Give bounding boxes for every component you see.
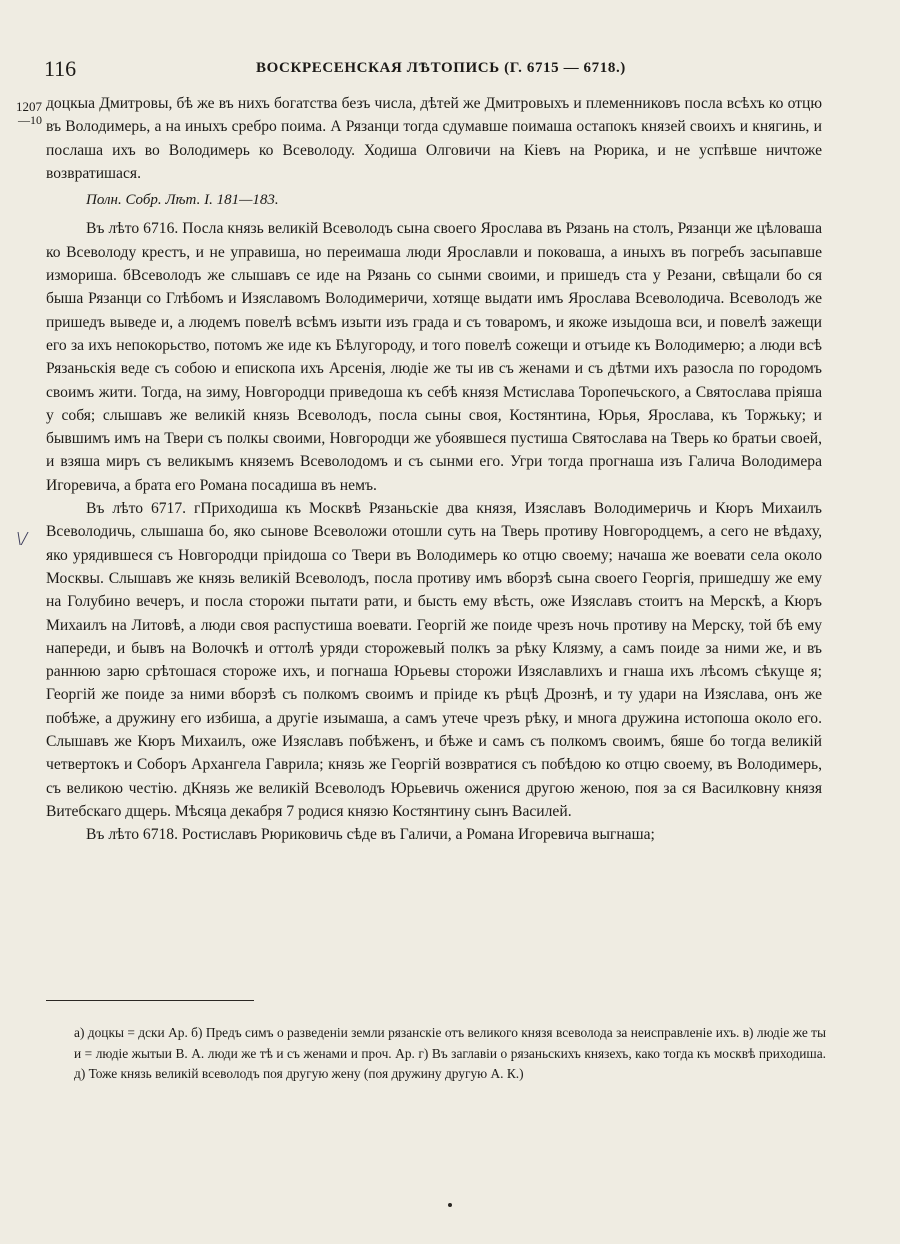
footnote-divider: [46, 1000, 254, 1001]
paragraph-6718: Въ лѣто 6718. Ростиславъ Рюриковичь сѣде въ Галичи, а Романа Игоревича выгнаша;: [86, 826, 655, 844]
page-mark-dot: [448, 1203, 452, 1207]
margin-handwritten-mark: \/: [16, 528, 28, 550]
margin-number: —10: [18, 113, 42, 127]
chronicle-text: [46, 92, 822, 847]
margin-year: 1207: [16, 99, 42, 114]
paragraph-6716: Въ лѣто 6716. Посла князь великій Всеволодъ сына своего Ярослава въ Рязань на столъ, Рязанци же цѣловаша ко Всеволоду крестъ, и не управиша, но переимаша люди Ярославли и поковаша, а иныхъ въ погребъ засыпавше изморишa. бВсеволодъ же слышавъ се иде на Рязань со сынми своими, и пришедъ ста у Резани, свѣщали бо ся быша Рязанци со Глѣбомъ и Изяславомъ Володимеричи, хотяще выдати имъ Ярослава Всеволодича. Всеволодъ же пришедъ выведе и, а людемъ повелѣ всѣмъ изыти изъ града и съ товаромъ, и якоже изыдоша вси, и повелѣ зажещи его за ихъ непокорьство, потомъ же иде къ Бѣлугороду, и того повелѣ сожещи и отъиде къ Володимерю; а люди всѣ Рязаньскія веде съ собою и епископа ихъ Арсенія, людіе же ты ив съ женами и съ дѣтми ихъ разосла по городомъ своимъ жити. Тогда, на зиму, Новгородци приведоша къ себѣ князя Мстислава Торопечьского, а Святослава пріяша у собя; слышавъ же великій князь Всеволодъ, посла сыны своя, Костянтина, Юрья, Ярослава, къ Торжьку; и бывшимъ имъ на Твери съ полкы своими, Новгородци же убоявшеся пустиша Святослава на Тверь ко братьи своей, и взяша миръ съ великымъ княземъ Всеволодомъ и съ сынми его. Угри тогда прогнаша изъ Галича Володимера Игоревича, а брата его Романа посадиша въ немъ.: [46, 220, 822, 494]
paragraph-6717: Въ лѣто 6717. гПриходиша къ Москвѣ Рязаньскіе два князя, Изяславъ Володимеричь и Кюръ Михаилъ Всеволодичь, слышаша бо, яко сынове Всеволожи отошли суть на Тверь противу Новгородцемъ, а сего не вѣдаху, яко урядившеся съ Новгородци пріидоша со Твери въ Володимерь ко отцю своему; начаша же воевати села около Москвы. Слышавъ же князь великій Всеволодъ, посла противу имъ вборзѣ сына своего Георгія, пришедшу же ему на Голубино вечеръ, и посла сторожи пытати рати, и бысть ему вѣсть, оже Изяславъ стоитъ на Мерскѣ, а Кюръ Михаилъ на Литовѣ, а люди своя распустиша воевати. Георгій же поиде чрезъ ночь противу на Мерску, той бѣ ему напереди, и бывъ на Волочкѣ и оттолѣ уряди сторожевый полкъ за рѣку Клязму, а самъ поиде за ними же, и въ раннюю зарю срѣтошася стороже ихъ, и погнаша Юрьевы сторожи Изяславлихъ и гнаша ихъ лѣсомъ сѣкуще я; Георгій же поиде за ними вборзѣ съ полкомъ своимъ и пріиде къ рѣцѣ Дрознѣ, и ту удари на Изяслава, онъ же побѣже, а дружину его избиша, а другіе изымаша, а самъ утече чрезъ рѣку, и многа дружина истопоша около его. Слышавъ же Кюръ Михаилъ, оже Изяславъ побѣженъ, и бѣже и самъ съ полкомъ своимъ, бяше бо тогда великій четвертокъ и Соборъ Архангела Гаврила; князь же Георгій возвратися съ побѣдою ко отцю своему, въ Володимерь, съ великою честію. дКнязь же великій Всеволодъ Юрьевичь оженися другою женою, поя за ся Василковну князя Витебскаго дщерь. Мѣсяца декабря 7 родися князю Костянтину сынъ Василей.: [46, 500, 822, 820]
paragraph-continuation: доцкыа Дмитровы, бѣ же въ нихъ богатства безъ числа, дѣтей же Дмитровыхъ и племенниковъ посла всѣхъ ко отцю въ Володимерь, а на иныхъ сребро поима. А Рязанци тогда сдумавше поимаша остапокъ князей своихъ и княгинь, и послаша ихъ во Володимерь ко Всеволоду. Ходиша Олговичи на Кіевъ на Рюрика, и не успѣвше ничтоже возвратишася.: [46, 95, 822, 182]
footnotes: [46, 1023, 826, 1085]
source-reference: Полн. Собр. Лѣт. I. 181—183.: [86, 192, 279, 209]
page-header: [44, 56, 854, 86]
running-title: ВОСКРЕСЕНСКАЯ ЛѢТОПИСЬ (Г. 6715 — 6718.): [256, 60, 626, 76]
footnote-text: а) доцкы = дски Ар. б) Предъ симъ о разведеніи земли рязанскіе отъ великого князя всеволода за неисправленіе ихъ. в) людіе же ты и = людіе жытыи В. А. люди же тѣ и съ женами и проч. Ар. г) Въ заглавіи о рязаньскихъ князехъ, како тогда къ москвѣ приходиша. д) Тоже князь великій всеволодъ поя другую жену (поя дружину другую А. К.): [74, 1025, 826, 1081]
page-number: 116: [44, 56, 77, 81]
